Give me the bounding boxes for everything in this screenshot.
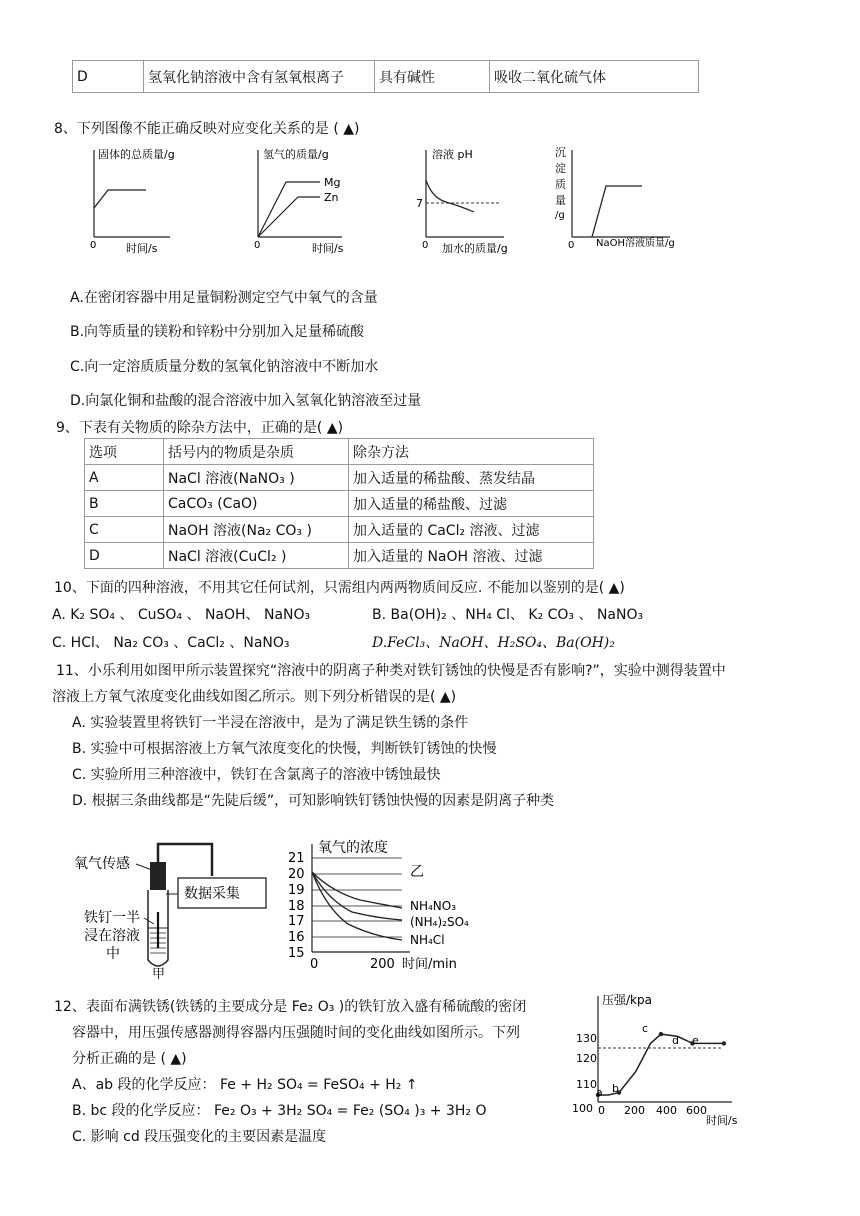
- svg-text:c: c: [642, 1022, 649, 1035]
- q10-option-c: C. HCl、 Na₂ CO₃ 、CaCl₂ 、NaNO₃: [52, 635, 290, 651]
- svg-text:130: 130: [576, 1032, 597, 1045]
- q8-graphs: [80, 142, 680, 262]
- svg-text:0: 0: [310, 957, 319, 972]
- svg-text:100: 100: [572, 1102, 593, 1115]
- graph-3: [416, 147, 508, 255]
- svg-text:a: a: [596, 1086, 603, 1099]
- table-row: D NaCl 溶液(CuCl₂ ) 加入适量的 NaOH 溶液、过滤: [85, 543, 594, 569]
- svg-text:NH₄Cl: NH₄Cl: [410, 933, 445, 947]
- svg-text:沉: 沉: [555, 146, 566, 159]
- svg-text:质: 质: [555, 178, 566, 191]
- cell: 吸收二氧化硫气体: [490, 61, 699, 93]
- table-row: C NaOH 溶液(Na₂ CO₃ ) 加入适量的 CaCl₂ 溶液、过滤: [85, 517, 594, 543]
- svg-text:d: d: [672, 1034, 679, 1047]
- svg-text:(NH₄)₂SO₄: (NH₄)₂SO₄: [410, 915, 469, 929]
- svg-text:氧气的浓度: 氧气的浓度: [318, 840, 388, 856]
- oxygen-chart: [288, 839, 469, 972]
- q11-option-d: D. 根据三条曲线都是“先陡后缓”，可知影响铁钉锈蚀快慢的因素是阴离子种类: [72, 793, 555, 809]
- q11-figures: [70, 834, 490, 980]
- svg-text:时间/s: 时间/s: [312, 242, 344, 255]
- svg-text:时间/s: 时间/s: [126, 242, 158, 255]
- svg-text:氢气的质量/g: 氢气的质量/g: [263, 148, 329, 161]
- q8-option-c: C.向一定溶质质量分数的氢氧化钠溶液中不断加水: [70, 359, 379, 375]
- svg-text:中: 中: [106, 946, 120, 962]
- svg-text:Zn: Zn: [324, 191, 339, 204]
- svg-text:e: e: [692, 1034, 699, 1047]
- svg-text:溶液 pH: 溶液 pH: [432, 148, 473, 161]
- svg-text:21: 21: [288, 851, 305, 866]
- q8-option-b: B.向等质量的镁粉和锌粉中分别加入足量稀硫酸: [70, 324, 365, 340]
- svg-text:18: 18: [288, 899, 305, 914]
- q12-option-a: A、ab 段的化学反应： Fe + H₂ SO₄ = FeSO₄ + H₂ ↑: [72, 1077, 418, 1093]
- svg-text:7: 7: [416, 197, 423, 210]
- svg-text:NH₄NO₃: NH₄NO₃: [410, 899, 457, 913]
- table-row: 选项 括号内的物质是杂质 除杂方法: [85, 439, 594, 465]
- q10-option-d: D.FeCl₃、NaOH、H₂SO₄、Ba(OH)₂: [372, 635, 615, 651]
- q12-stem-2: 容器中，用压强传感器测得容器内压强随时间的变化曲线如图所示。下列: [72, 1025, 520, 1041]
- top-table: [72, 60, 699, 93]
- svg-text:b: b: [612, 1082, 619, 1095]
- q9-table: [84, 438, 594, 569]
- svg-text:0: 0: [254, 240, 261, 251]
- svg-text:数据采集: 数据采集: [184, 886, 240, 902]
- apparatus-diagram: [74, 844, 266, 980]
- svg-text:量: 量: [555, 194, 566, 207]
- cell: 氢氧化钠溶液中含有氢氧根离子: [144, 61, 375, 93]
- svg-text:19: 19: [288, 883, 305, 898]
- svg-text:浸在溶液: 浸在溶液: [84, 928, 140, 944]
- svg-text:200: 200: [624, 1104, 645, 1117]
- graph-2: [254, 147, 344, 255]
- svg-text:NaOH溶液质量/g: NaOH溶液质量/g: [596, 238, 675, 249]
- sensor-icon: [150, 862, 166, 890]
- svg-text:0: 0: [568, 240, 575, 251]
- svg-text:淀: 淀: [555, 162, 566, 175]
- svg-text:20: 20: [288, 867, 305, 882]
- svg-text:120: 120: [576, 1052, 597, 1065]
- pressure-point: [722, 1041, 726, 1045]
- cell: 具有碱性: [375, 61, 490, 93]
- svg-text:Mg: Mg: [324, 176, 341, 189]
- svg-text:0: 0: [598, 1104, 605, 1117]
- svg-text:铁钉一半: 铁钉一半: [84, 910, 140, 926]
- q11-option-b: B. 实验中可根据溶液上方氧气浓度变化的快慢，判断铁钉锈蚀的快慢: [72, 741, 497, 757]
- svg-text:甲: 甲: [152, 967, 166, 980]
- q8-option-a: A.在密闭容器中用足量铜粉测定空气中氧气的含量: [70, 290, 378, 306]
- svg-text:0: 0: [422, 240, 429, 251]
- svg-text:200: 200: [370, 957, 395, 972]
- q11-option-c: C. 实验所用三种溶液中，铁钉在含氯离子的溶液中锈蚀最快: [72, 767, 441, 783]
- svg-text:400: 400: [656, 1104, 677, 1117]
- svg-text:600: 600: [686, 1104, 707, 1117]
- q12-stem-1: 12、表面布满铁锈(铁锈的主要成分是 Fe₂ O₃ )的铁钉放入盛有稀硫酸的密闭: [54, 999, 527, 1015]
- graph-4: [555, 146, 675, 251]
- q12-pressure-chart: [572, 990, 752, 1130]
- svg-text:0: 0: [90, 240, 97, 251]
- svg-text:110: 110: [576, 1078, 597, 1091]
- q10-option-a: A. K₂ SO₄ 、 CuSO₄ 、 NaOH、 NaNO₃: [52, 607, 311, 623]
- graph-1-ylabel: 固体的总质量/g: [98, 148, 175, 161]
- svg-text:氧气传感: 氧气传感: [74, 856, 130, 872]
- q9-stem: 9、下表有关物质的除杂方法中，正确的是( ▲): [56, 420, 344, 436]
- q10-stem: 10、下面的四种溶液，不用其它任何试剂，只需组内两两物质间反应. 不能加以鉴别的是( ▲): [54, 580, 625, 596]
- table-row: B CaCO₃ (CaO) 加入适量的稀盐酸、过滤: [85, 491, 594, 517]
- svg-text:/g: /g: [555, 210, 565, 221]
- svg-text:时间/min: 时间/min: [402, 957, 457, 972]
- svg-text:17: 17: [288, 914, 305, 929]
- graph-1: [90, 147, 175, 255]
- svg-text:时间/s: 时间/s: [706, 1114, 738, 1127]
- svg-text:加水的质量/g: 加水的质量/g: [442, 242, 508, 255]
- q10-option-b: B. Ba(OH)₂ 、NH₄ Cl、 K₂ CO₃ 、 NaNO₃: [372, 607, 644, 623]
- q11-option-a: A. 实验装置里将铁钉一半浸在溶液中，是为了满足铁生锈的条件: [72, 715, 469, 731]
- q8-stem: 8、下列图像不能正确反映对应变化关系的是 ( ▲): [54, 121, 360, 137]
- table-row: A NaCl 溶液(NaNO₃ ) 加入适量的稀盐酸、蒸发结晶: [85, 465, 594, 491]
- q12-option-b: B. bc 段的化学反应： Fe₂ O₃ + 3H₂ SO₄ = Fe₂ (SO₄ )₃ + 3H₂ O: [72, 1103, 487, 1119]
- svg-text:16: 16: [288, 930, 305, 945]
- q12-stem-3: 分析正确的是 ( ▲): [72, 1051, 187, 1067]
- svg-text:乙: 乙: [410, 864, 424, 880]
- q12-option-c: C. 影响 cd 段压强变化的主要因素是温度: [72, 1129, 327, 1145]
- svg-text:压强/kpa: 压强/kpa: [602, 993, 652, 1007]
- q11-stem-1: 11、小乐利用如图甲所示装置探究“溶液中的阴离子种类对铁钉锈蚀的快慢是否有影响?”，实验中测得装置中: [56, 663, 726, 679]
- q11-stem-2: 溶液上方氧气浓度变化曲线如图乙所示。则下列分析错误的是( ▲): [52, 689, 457, 705]
- cell: D: [73, 61, 144, 93]
- pressure-point: [659, 1032, 663, 1036]
- q8-option-d: D.向氯化铜和盐酸的混合溶液中加入氢氧化钠溶液至过量: [70, 393, 422, 409]
- svg-text:15: 15: [288, 946, 305, 961]
